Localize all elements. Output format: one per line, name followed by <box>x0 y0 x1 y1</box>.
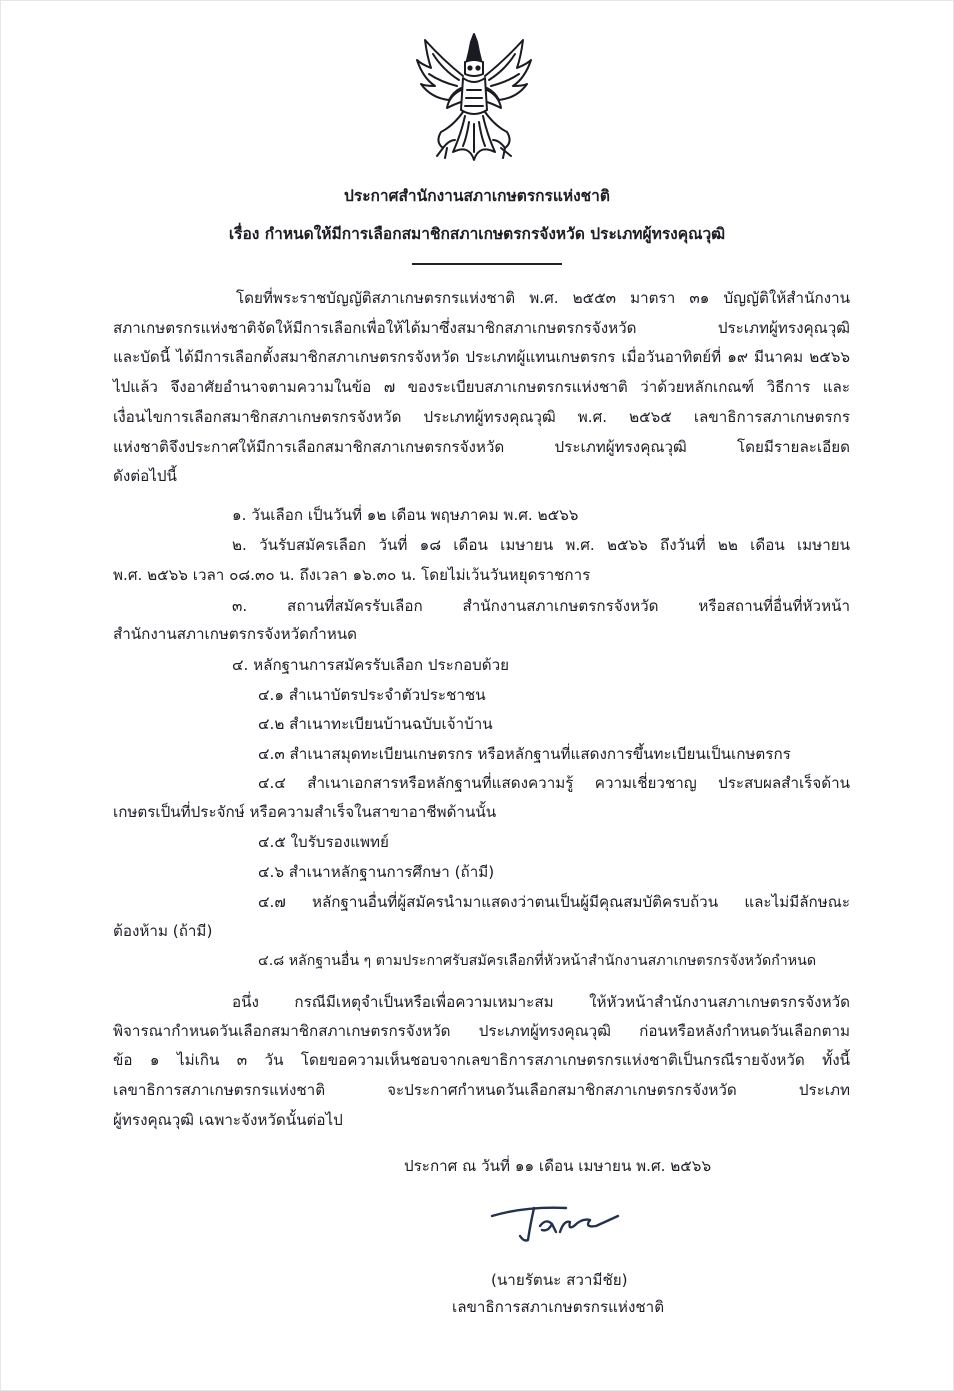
announcement-subject: เรื่อง กำหนดให้มีการเลือกสมาชิกสภาเกษตรกรจังหวัด ประเภทผู้ทรงคุณวุฒิ <box>228 225 726 243</box>
closing-line: พิจารณากำหนดวันเลือกสมาชิกสภาเกษตรกรจังหวัด ประเภทผู้ทรงคุณวุฒิ ก่อนหรือหลังกำหนดวันเลือกตาม <box>113 1022 850 1040</box>
item-2-continuation: พ.ศ. ๒๕๖๖ เวลา ๐๘.๓๐ น. ถึงเวลา ๑๖.๓๐ น. โดยไม่เว้นวันหยุดราชการ <box>113 566 591 584</box>
sub-item-4-3: ๔.๓ สำเนาสมุดทะเบียนเกษตรกร หรือหลักฐานที่แสดงการขึ้นทะเบียนเป็นเกษตรกร <box>258 745 791 763</box>
sub-item-4-6: ๔.๖ สำเนาหลักฐานการศึกษา (ถ้ามี) <box>258 863 495 881</box>
sub-item-4-4: ๔.๔ สำเนาเอกสารหรือหลักฐานที่แสดงความรู้ ความเชี่ยวชาญ ประสบผลสำเร็จด้าน <box>258 774 850 792</box>
item-3-continuation: สำนักงานสภาเกษตรกรจังหวัดกำหนด <box>113 625 357 643</box>
sub-item-4-7-continuation: ต้องห้าม (ถ้ามี) <box>113 922 213 940</box>
sub-item-4-8: ๔.๘ หลักฐานอื่น ๆ ตามประกาศรับสมัครเลือกที่หัวหน้าสำนักงานสภาเกษตรกรจังหวัดกำหนด <box>258 953 817 969</box>
item-1: ๑. วันเลือก เป็นวันที่ ๑๒ เดือน พฤษภาคม พ.ศ. ๒๕๖๖ <box>232 506 579 524</box>
preamble-line: ไปแล้ว จึงอาศัยอำนาจตามความในข้อ ๗ ของระเบียบสภาเกษตรกรแห่งชาติ ว่าด้วยหลักเกณฑ์ วิธีการ และ <box>113 378 850 396</box>
item-3: ๓. สถานที่สมัครรับเลือก สำนักงานสภาเกษตรกรจังหวัด หรือสถานที่อื่นที่หัวหน้า <box>232 597 850 615</box>
closing-line: ผู้ทรงคุณวุฒิ เฉพาะจังหวัดนั้นต่อไป <box>113 1111 343 1129</box>
item-2: ๒. วันรับสมัครเลือก วันที่ ๑๘ เดือน เมษายน พ.ศ. ๒๕๖๖ ถึงวันที่ ๒๒ เดือน เมษายน <box>232 536 850 554</box>
sub-item-4-2: ๔.๒ สำเนาทะเบียนบ้านฉบับเจ้าบ้าน <box>258 715 493 733</box>
sub-item-4-1: ๔.๑ สำเนาบัตรประจำตัวประชาชน <box>258 686 486 704</box>
preamble-line: สภาเกษตรกรแห่งชาติจัดให้มีการเลือกเพื่อให้ได้มาซึ่งสมาชิกสภาเกษตรกรจังหวัด ประเภทผู้ทรงคุณวุฒิ <box>113 319 850 337</box>
sub-item-4-4-continuation: เกษตรเป็นที่ประจักษ์ หรือความสำเร็จในสาขาอาชีพด้านนั้น <box>113 803 497 821</box>
announcement-date: ประกาศ ณ วันที่ ๑๑ เดือน เมษายน พ.ศ. ๒๕๖๖ <box>404 1157 712 1175</box>
sub-item-4-5: ๔.๕ ใบรับรองแพทย์ <box>258 833 389 851</box>
item-4: ๔. หลักฐานการสมัครรับเลือก ประกอบด้วย <box>232 656 510 674</box>
preamble-line: ดังต่อไปนี้ <box>113 467 177 485</box>
handwritten-signature <box>486 1196 626 1246</box>
sub-item-4-7: ๔.๗ หลักฐานอื่นที่ผู้สมัครนำมาแสดงว่าตนเป็นผู้มีคุณสมบัติครบถ้วน และไม่มีลักษณะ <box>258 893 850 911</box>
garuda-emblem-icon <box>413 30 535 166</box>
closing-line: ข้อ ๑ ไม่เกิน ๓ วัน โดยขอความเห็นชอบจากเลขาธิการสภาเกษตรกรแห่งชาติเป็นกรณีรายจังหวัด ทั้งนี้ <box>113 1051 850 1069</box>
preamble-line: เงื่อนไขการเลือกสมาชิกสภาเกษตรกรจังหวัด ประเภทผู้ทรงคุณวุฒิ พ.ศ. ๒๕๖๕ เลขาธิการสภาเกษตรกร <box>113 408 850 426</box>
preamble-line: แห่งชาติจึงประกาศให้มีการเลือกสมาชิกสภาเกษตรกรจังหวัด ประเภทผู้ทรงคุณวุฒิ โดยมีรายละเอียด <box>113 438 850 456</box>
signer-position: เลขาธิการสภาเกษตรกรแห่งชาติ <box>452 1298 665 1316</box>
closing-line: อนึ่ง กรณีมีเหตุจำเป็นหรือเพื่อความเหมาะสม ให้หัวหน้าสำนักงานสภาเกษตรกรจังหวัด <box>232 993 850 1011</box>
title-divider <box>412 263 562 265</box>
preamble-line: โดยที่พระราชบัญญัติสภาเกษตรกรแห่งชาติ พ.ศ. ๒๕๕๓ มาตรา ๓๑ บัญญัติให้สำนักงาน <box>236 289 850 307</box>
closing-line: เลขาธิการสภาเกษตรกรแห่งชาติ จะประกาศกำหนดวันเลือกสมาชิกสภาเกษตรกรจังหวัด ประเภท <box>113 1081 850 1099</box>
preamble-line: และบัดนี้ ได้มีการเลือกตั้งสมาชิกสภาเกษตรกรจังหวัด ประเภทผู้แทนเกษตรกร เมื่อวันอาทิตย์ที่ ๑๙ มีนาคม ๒๕๖๖ <box>113 348 850 366</box>
announcement-title: ประกาศสำนักงานสภาเกษตรกรแห่งชาติ <box>344 187 610 205</box>
signer-name: (นายรัตนะ สวามีชัย) <box>491 1271 628 1289</box>
